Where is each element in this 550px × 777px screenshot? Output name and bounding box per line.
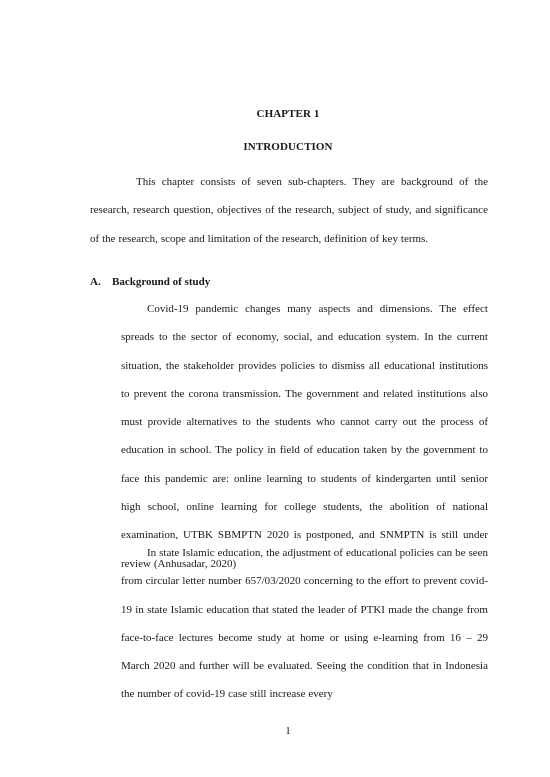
intro-paragraph: This chapter consists of seven sub-chapters. They are background of the research, research question, objectives of the research, subject of study, and significance of the research, scope and limitation of the research, definition of key terms. xyxy=(90,176,488,245)
chapter-title: INTRODUCTION xyxy=(243,141,333,153)
section-heading xyxy=(90,276,210,288)
body-paragraph: Covid-19 pandemic changes many aspects and dimensions. The effect spreads to the sector of economy, social, and education system. In the current situation, the stakeholder provides policies to dismiss all educational institutions to prevent the corona transmission. The government and related institutions also must provide alternatives to the students who cannot carry out the process of education in school. The policy in field of education taken by the government to face this pandemic are: online learning to students of kindergarten until senior high school, online learning for college students, the abolition of national examination, UTBK SBMPTN 2020 is postponed, and SNMPTN is still under review (Anhusadar, 2020) xyxy=(121,303,488,570)
body-paragraph: In state Islamic education, the adjustment of educational policies can be seen from circular letter number 657/03/2020 concerning to the effort to prevent covid-19 in state Islamic education that stated the leader of PTKI made the change from face-to-face lectures become study at home or using e-learning from 16 – 29 March 2020 and further will be evaluated. Seeing the condition that in Indonesia the number of covid-19 case still increase every xyxy=(121,547,488,701)
page-number: 1 xyxy=(285,725,291,737)
section-title: Background of study xyxy=(112,276,211,288)
section-letter: A. xyxy=(90,276,101,288)
chapter-label: CHAPTER 1 xyxy=(256,108,320,120)
